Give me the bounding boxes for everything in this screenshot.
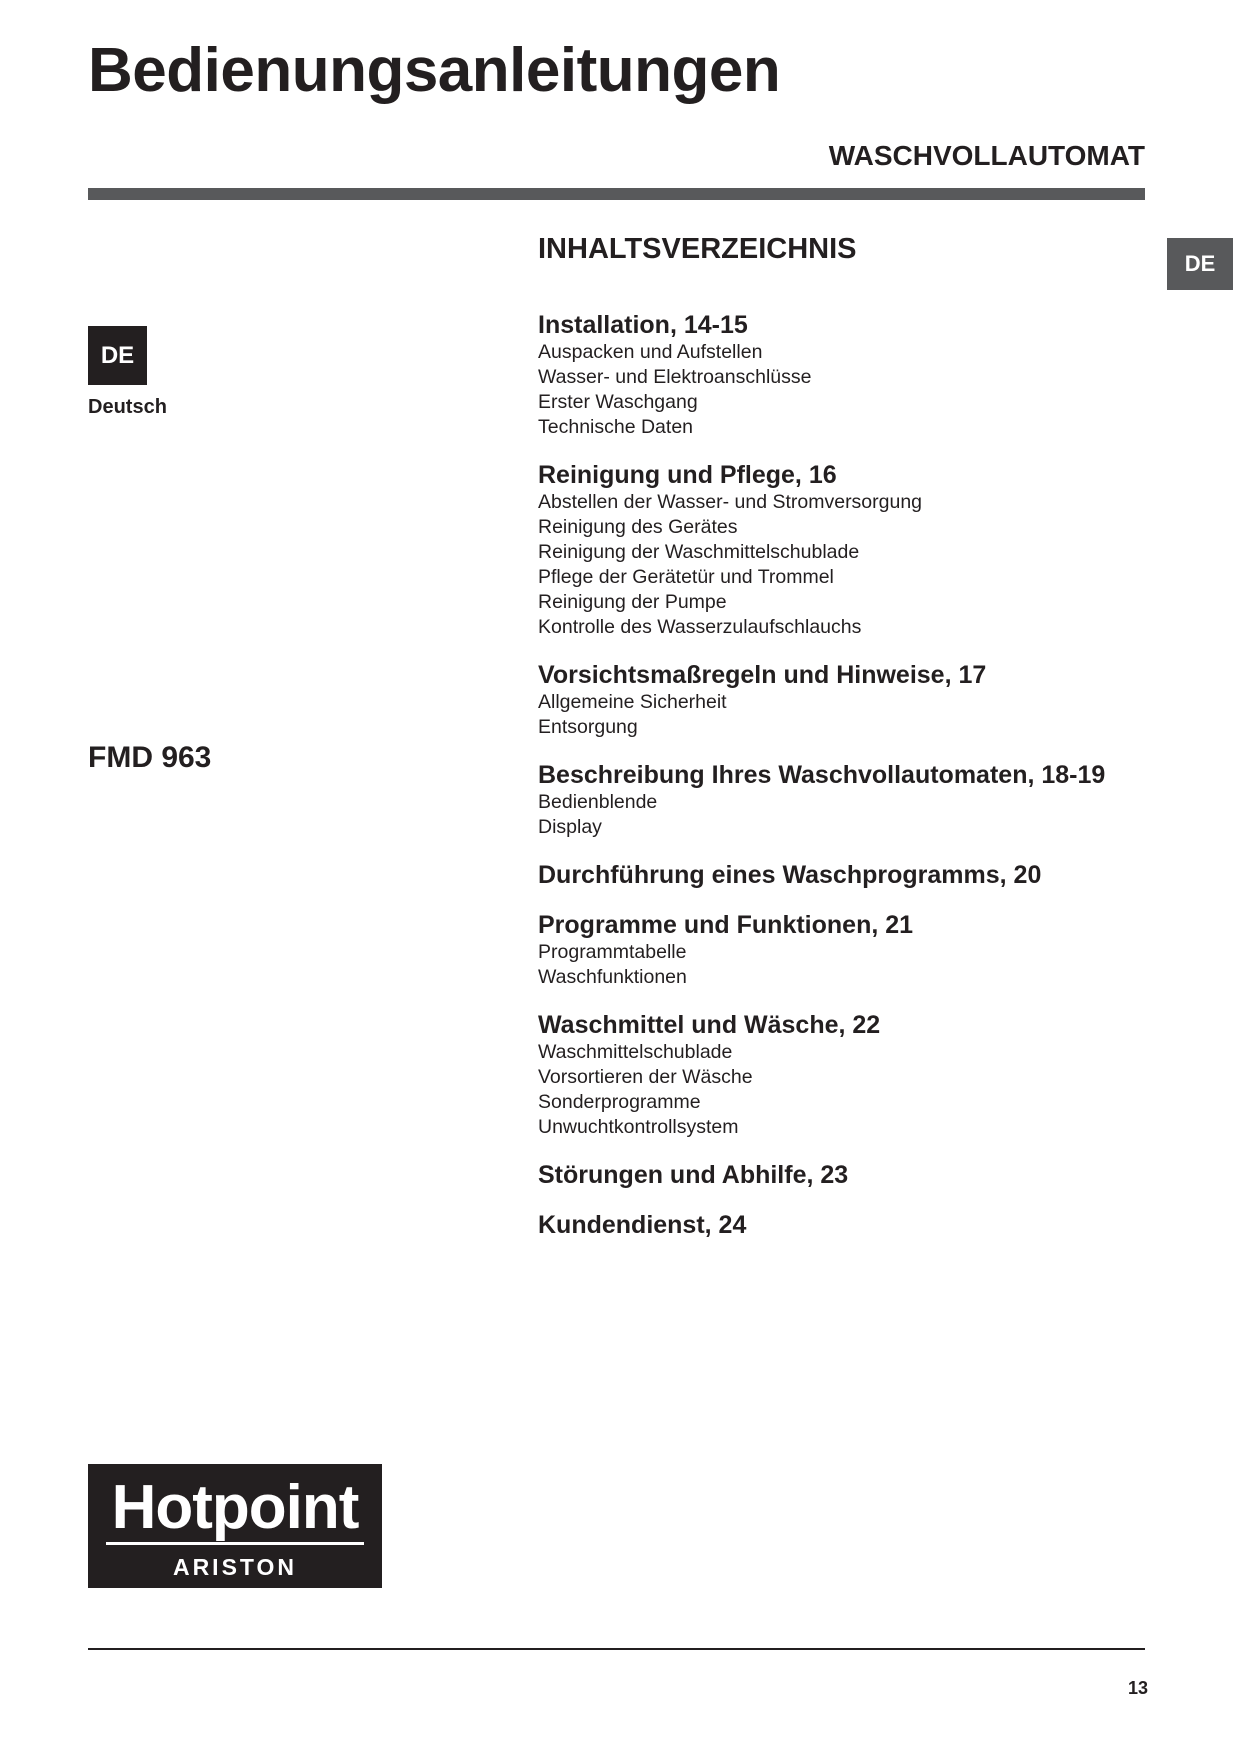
toc-item: Programmtabelle [538, 941, 687, 963]
toc-section [538, 1160, 1178, 1190]
document-title: Bedienungsanleitungen [88, 36, 781, 105]
toc-item: Erster Waschgang [538, 391, 698, 413]
toc-item: Reinigung der Waschmittelschublade [538, 541, 860, 563]
toc-section [538, 760, 1178, 840]
logo-sub: ARISTON [172, 1554, 298, 1580]
logo-divider [106, 1542, 364, 1545]
toc-item: Bedienblende [538, 791, 658, 813]
toc-item: Pflege der Gerätetür und Trommel [538, 566, 834, 588]
toc-section [538, 860, 1178, 890]
footer-rule [88, 1648, 1145, 1650]
toc-section-title: Störungen und Abhilfe, 23 [538, 1161, 849, 1189]
toc-item: Entsorgung [538, 716, 638, 738]
toc-item: Waschfunktionen [538, 966, 687, 988]
header-rule [88, 188, 1145, 200]
toc-item: Reinigung der Pumpe [538, 591, 727, 613]
toc-section-title: Reinigung und Pflege, 16 [538, 461, 837, 489]
toc-item: Reinigung des Gerätes [538, 516, 738, 538]
toc-section [538, 660, 1178, 740]
toc-section [538, 310, 1178, 440]
toc-item: Technische Daten [538, 416, 694, 438]
model-number: FMD 963 [88, 741, 212, 774]
toc-section-title: Kundendienst, 24 [538, 1211, 747, 1239]
toc-sections [538, 310, 1178, 1240]
language-name: Deutsch [88, 396, 167, 418]
toc-item: Wasser- und Elektroanschlüsse [538, 366, 812, 388]
toc-item: Waschmittelschublade [538, 1041, 733, 1063]
toc-item: Sonderprogramme [538, 1091, 701, 1113]
product-type: WASCHVOLLAUTOMAT [828, 140, 1145, 171]
table-of-contents [538, 232, 1178, 1260]
hotpoint-ariston-logo [88, 1464, 382, 1588]
toc-heading: INHALTSVERZEICHNIS [538, 233, 857, 265]
language-badge: DE [88, 326, 147, 385]
toc-item: Abstellen der Wasser- und Stromversorgung [538, 491, 923, 513]
toc-section-title: Programme und Funktionen, 21 [538, 911, 914, 939]
toc-section-title: Vorsichtsmaßregeln und Hinweise, 17 [538, 661, 987, 689]
toc-section [538, 910, 1178, 990]
toc-item: Auspacken und Aufstellen [538, 341, 763, 363]
toc-section-title: Waschmittel und Wäsche, 22 [538, 1011, 881, 1039]
language-side-tab: DE [1167, 238, 1233, 290]
toc-item: Allgemeine Sicherheit [538, 691, 727, 713]
toc-item: Display [538, 816, 602, 838]
logo-brand: Hotpoint [111, 1473, 359, 1542]
toc-section [538, 1210, 1178, 1240]
page-number: 13 [1127, 1678, 1148, 1698]
toc-section [538, 1010, 1178, 1140]
toc-item: Kontrolle des Wasserzulaufschlauchs [538, 616, 862, 638]
toc-item: Vorsortieren der Wäsche [538, 1066, 753, 1088]
toc-section-title: Installation, 14-15 [538, 311, 748, 339]
toc-section-title: Beschreibung Ihres Waschvollautomaten, 18-19 [538, 761, 1106, 789]
toc-item: Unwuchtkontrollsystem [538, 1116, 739, 1138]
toc-section-title: Durchführung eines Waschprogramms, 20 [538, 861, 1042, 889]
toc-section [538, 460, 1178, 640]
